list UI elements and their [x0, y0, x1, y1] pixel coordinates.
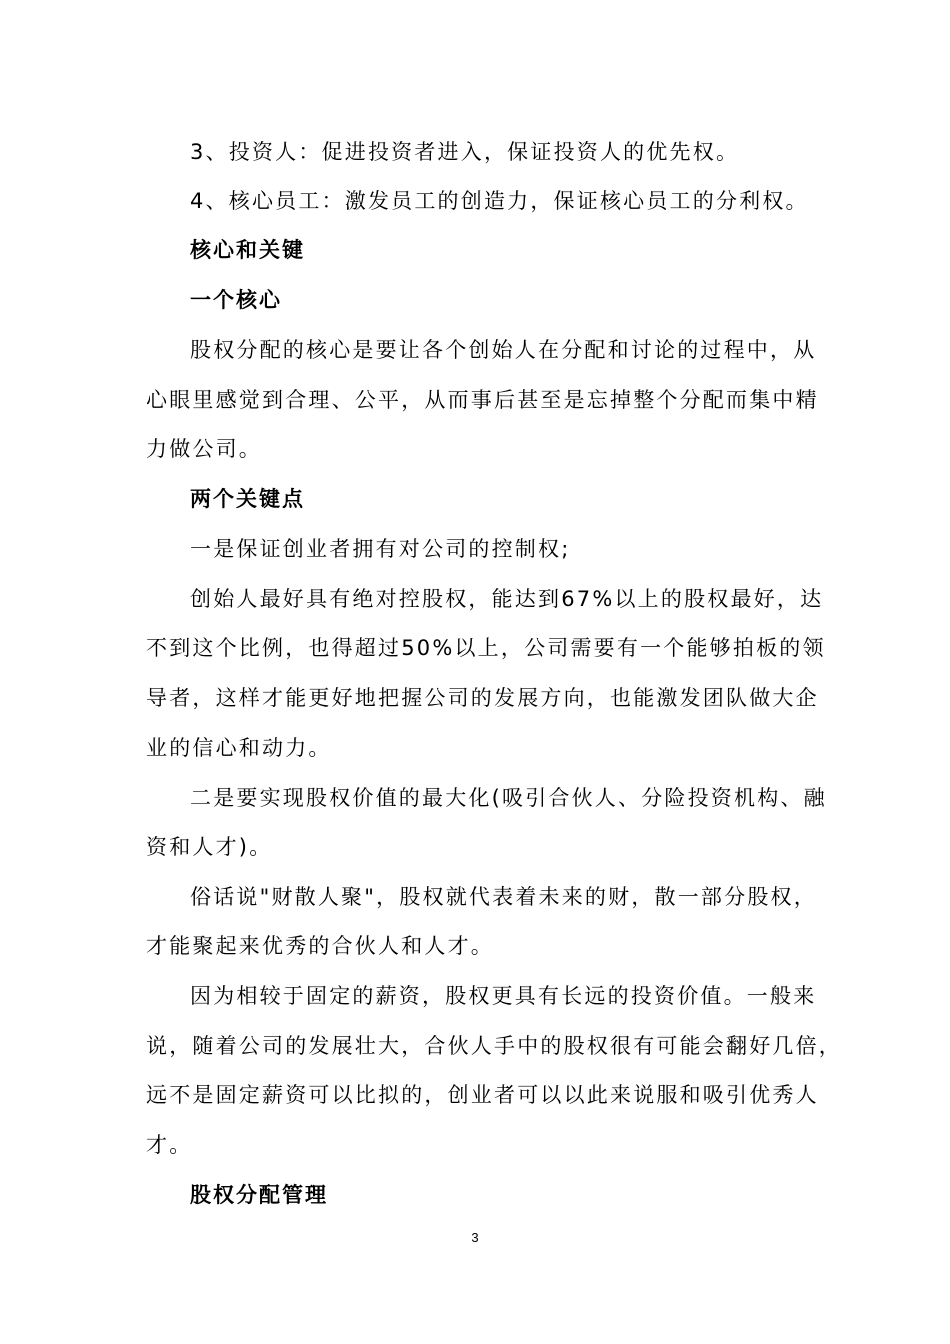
- paragraph-line: 才能聚起来优秀的合伙人和人才。: [146, 934, 494, 958]
- paragraph-line: 心眼里感觉到合理、公平，从而事后甚至是忘掉整个分配而集中精: [146, 388, 819, 412]
- heading-equity-management: 股权分配管理: [190, 1183, 328, 1207]
- list-item-investor: 3、投资人：促进投资者进入，保证投资人的优先权。: [190, 140, 740, 164]
- paragraph-line: 股权分配的核心是要让各个创始人在分配和讨论的过程中，从: [190, 338, 817, 362]
- paragraph-line: 业的信心和动力。: [146, 736, 332, 760]
- paragraph-line: 一是保证创业者拥有对公司的控制权;: [190, 537, 571, 561]
- list-item-core-employee: 4、核心员工：激发员工的创造力，保证核心员工的分利权。: [190, 189, 809, 213]
- paragraph-line: 力做公司。: [146, 437, 262, 461]
- heading-two-key-points: 两个关键点: [190, 487, 305, 511]
- paragraph-line: 导者，这样才能更好地把握公司的发展方向，也能激发团队做大企: [146, 686, 819, 710]
- paragraph-line: 创始人最好具有绝对控股权，能达到67%以上的股权最好，达: [190, 587, 824, 611]
- paragraph-line: 说，随着公司的发展壮大，合伙人手中的股权很有可能会翻好几倍，: [146, 1034, 842, 1058]
- paragraph-line: 二是要实现股权价值的最大化(吸引合伙人、分险投资机构、融: [190, 786, 827, 810]
- heading-core-and-key: 核心和关键: [190, 238, 305, 262]
- paragraph-line: 俗话说"财散人聚"，股权就代表着未来的财，散一部分股权，: [190, 885, 817, 909]
- paragraph-line: 才。: [146, 1133, 193, 1157]
- paragraph-line: 远不是固定薪资可以比拟的，创业者可以以此来说服和吸引优秀人: [146, 1083, 819, 1107]
- heading-one-core: 一个核心: [190, 288, 282, 312]
- paragraph-line: 不到这个比例，也得超过50%以上，公司需要有一个能够拍板的领: [146, 636, 826, 660]
- page-number: 3: [471, 1230, 479, 1245]
- paragraph-line: 因为相较于固定的薪资，股权更具有长远的投资价值。一般来: [190, 984, 817, 1008]
- paragraph-line: 资和人才)。: [146, 835, 273, 859]
